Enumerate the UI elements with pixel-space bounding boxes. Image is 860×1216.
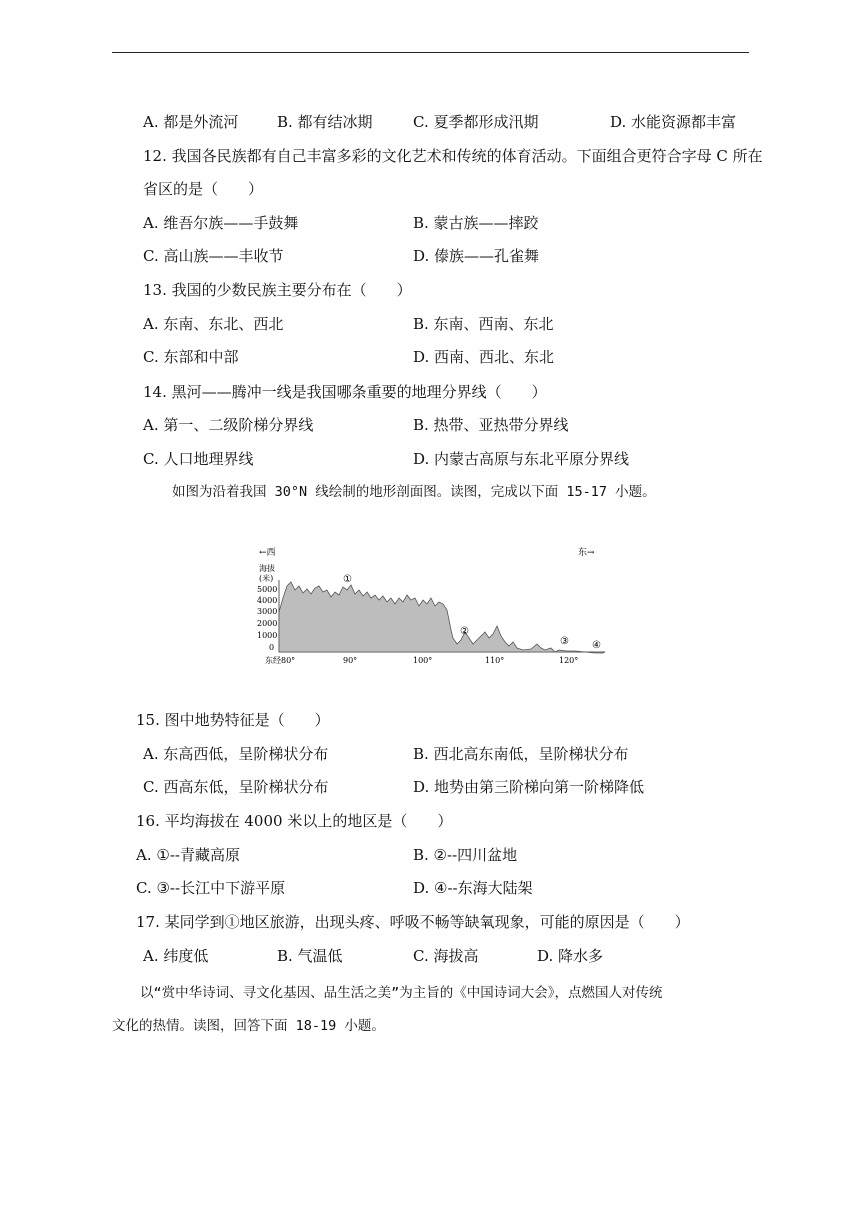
q13-option-b: B. 东南、西南、东北 <box>413 315 554 333</box>
q17-option-d: D. 降水多 <box>537 947 604 965</box>
q12-option-a: A. 维吾尔族——手鼓舞 <box>143 214 299 232</box>
q14-option-b: B. 热带、亚热带分界线 <box>413 416 569 434</box>
q16-stem: 16. 平均海拔在 4000 米以上的地区是（ ） <box>136 812 453 830</box>
q15-option-d: D. 地势由第三阶梯向第一阶梯降低 <box>413 778 645 796</box>
x-tick-80: 东经80° <box>265 656 296 665</box>
intro-18-19-line2: 文化的热情。读图，回答下面 18-19 小题。 <box>112 1018 385 1034</box>
marker-3: ③ <box>560 636 569 647</box>
header-rule <box>112 52 749 53</box>
x-tick-90: 90° <box>343 656 358 665</box>
q15-option-a: A. 东高西低，呈阶梯状分布 <box>143 745 329 763</box>
q14-stem: 14. 黑河——腾冲一线是我国哪条重要的地理分界线（ ） <box>143 383 547 401</box>
q12-option-d: D. 傣族——孔雀舞 <box>413 247 540 265</box>
marker-1: ① <box>343 574 352 585</box>
q15-option-c: C. 西高东低，呈阶梯状分布 <box>143 778 329 796</box>
terrain-profile-area <box>279 582 605 653</box>
west-direction-label: ←西 <box>259 548 276 558</box>
q13-option-d: D. 西南、西北、东北 <box>413 348 555 366</box>
marker-4: ④ <box>592 640 601 651</box>
q15-option-b: B. 西北高东南低，呈阶梯状分布 <box>413 745 629 763</box>
q14-option-a: A. 第一、二级阶梯分界线 <box>143 416 314 434</box>
q13-option-a: A. 东南、东北、西北 <box>143 315 284 333</box>
q11-option-d: D. 水能资源都丰富 <box>610 113 737 131</box>
intro-15-17: 如图为沿着我国 30°N 线绘制的地形剖面图。读图，完成以下面 15-17 小题。 <box>172 484 656 500</box>
x-tick-120: 120° <box>559 656 579 665</box>
marker-2: ② <box>460 626 469 637</box>
q12-stem-line1: 12. 我国各民族都有自己丰富多彩的文化艺术和传统的体育活动。下面组合更符合字母 C 所在 <box>143 147 763 165</box>
q11-option-a: A. 都是外流河 <box>143 113 239 131</box>
q17-stem: 17. 某同学到①地区旅游，出现头疼、呼吸不畅等缺氧现象，可能的原因是（ ） <box>136 913 690 931</box>
q15-stem: 15. 图中地势特征是（ ） <box>136 711 330 729</box>
q12-stem-line2: 省区的是（ ） <box>143 180 264 198</box>
q16-option-a: A. ①--青藏高原 <box>136 846 240 864</box>
x-tick-100: 100° <box>413 656 433 665</box>
east-direction-label: 东→ <box>578 548 595 558</box>
q16-option-d: D. ④--东海大陆架 <box>413 879 533 897</box>
q12-option-b: B. 蒙古族——摔跤 <box>413 214 539 232</box>
q13-stem: 13. 我国的少数民族主要分布在（ ） <box>143 281 412 299</box>
y-axis-title-1: 海拔 <box>259 564 275 573</box>
q12-option-c: C. 高山族——丰收节 <box>143 247 284 265</box>
y-tick-2000: 2000 <box>257 619 278 628</box>
y-tick-3000: 3000 <box>257 607 278 616</box>
q16-option-b: B. ②--四川盆地 <box>413 846 518 864</box>
q17-option-b: B. 气温低 <box>277 947 343 965</box>
q17-option-c: C. 海拔高 <box>413 947 479 965</box>
terrain-profile-figure <box>255 540 615 670</box>
y-axis-title-2: (米) <box>259 574 274 583</box>
q14-option-d: D. 内蒙古高原与东北平原分界线 <box>413 450 630 468</box>
y-tick-0: 0 <box>269 643 275 652</box>
y-tick-5000: 5000 <box>257 585 278 594</box>
y-tick-4000: 4000 <box>257 596 278 605</box>
q17-option-a: A. 纬度低 <box>143 947 209 965</box>
y-tick-1000: 1000 <box>257 631 278 640</box>
x-tick-110: 110° <box>485 656 505 665</box>
q11-option-c: C. 夏季都形成汛期 <box>413 113 539 131</box>
q13-option-c: C. 东部和中部 <box>143 348 239 366</box>
q16-option-c: C. ③--长江中下游平原 <box>136 879 286 897</box>
q11-option-b: B. 都有结冰期 <box>277 113 373 131</box>
intro-18-19-line1: 以“赏中华诗词、寻文化基因、品生活之美”为主旨的《中国诗词大会》，点燃国人对传统 <box>140 985 663 1001</box>
q14-option-c: C. 人口地理界线 <box>143 450 254 468</box>
